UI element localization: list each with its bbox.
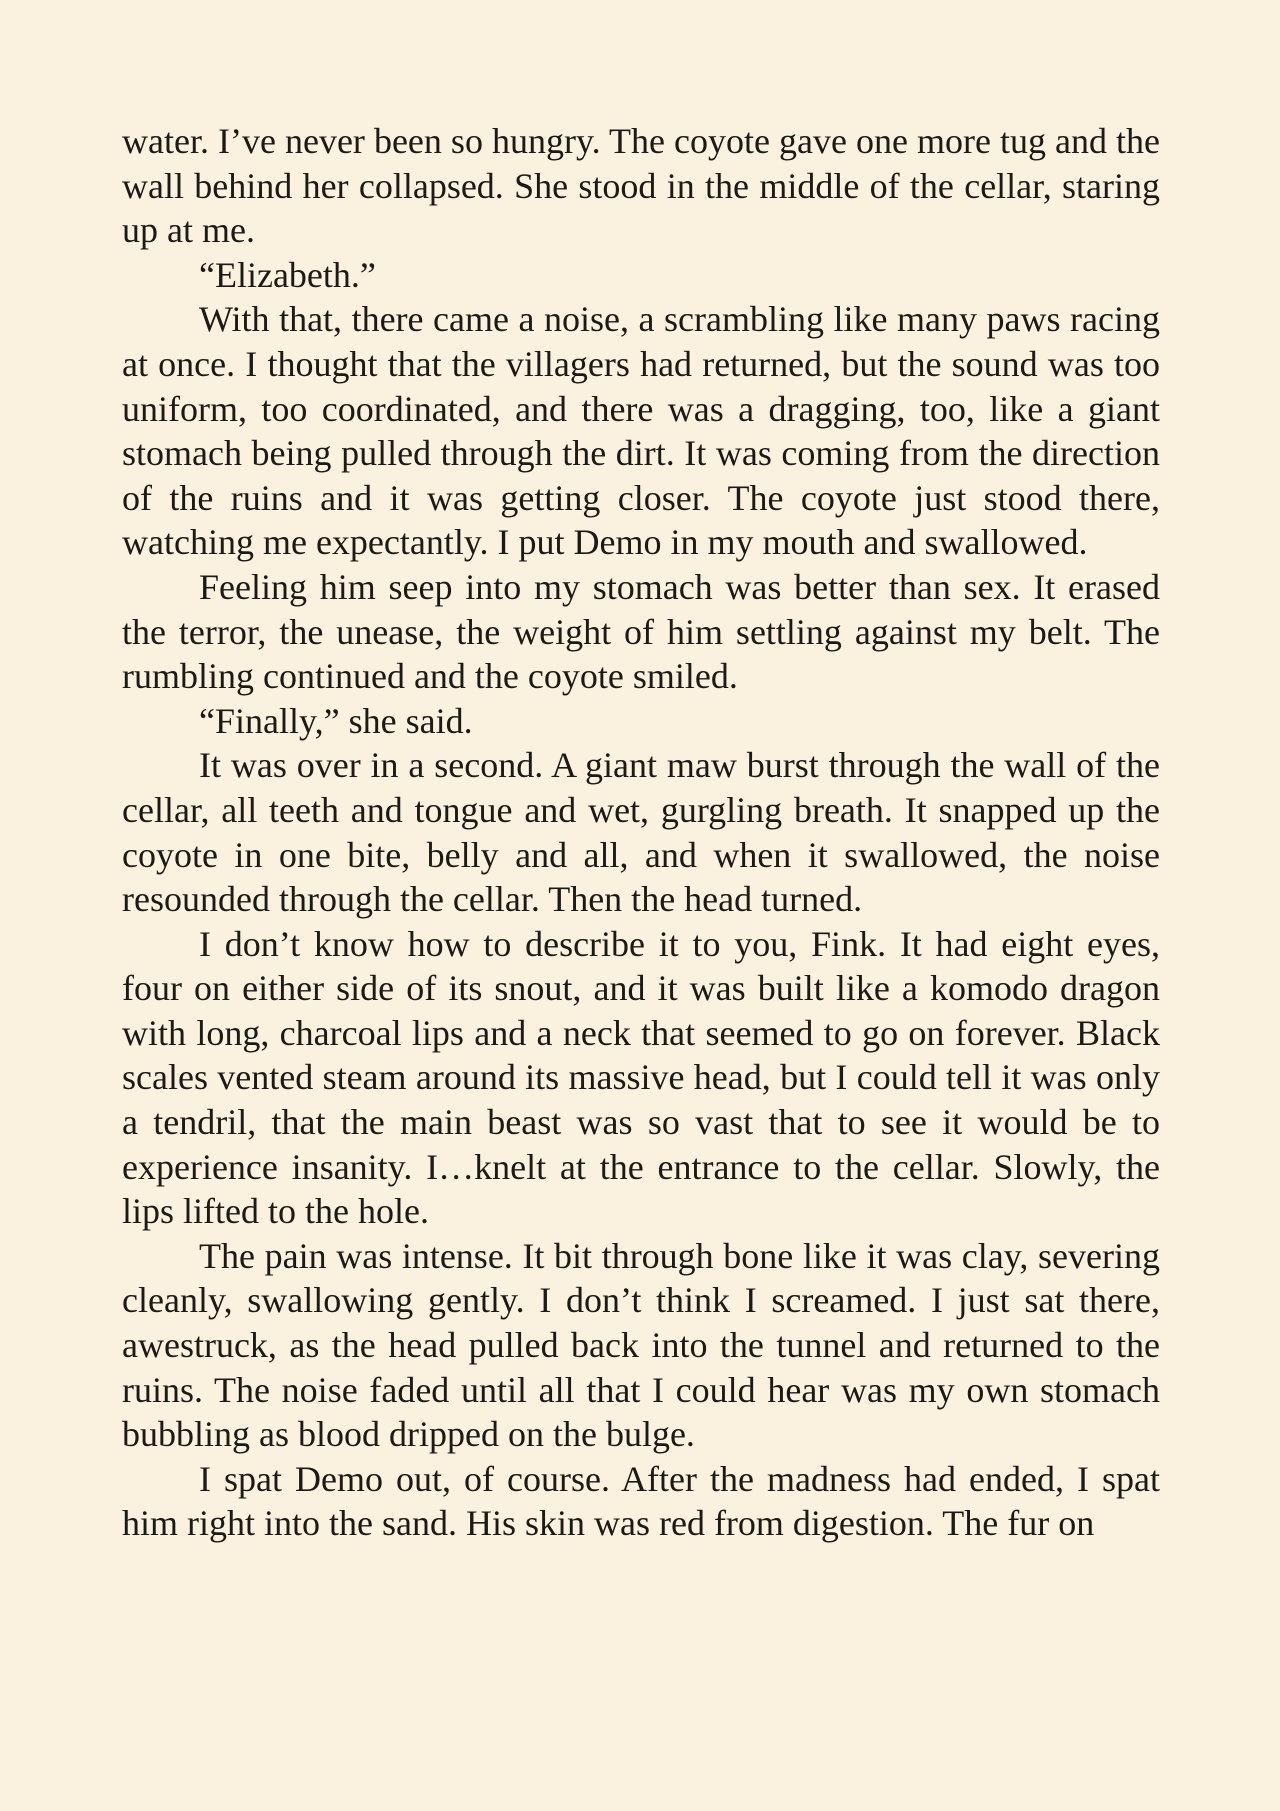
paragraph-maw: It was over in a second. A giant maw burst through the wall of the cellar, all teeth and tongue and wet, gurgling breath. It snapped up the coyote in one bite, belly and all, and when it swallowed, the noise resounded through the cellar. Then the head turned.	[122, 745, 1160, 920]
paragraph-description: I don’t know how to describe it to you, Fink. It had eight eyes, four on either side of its snout, and it was built like a komodo dragon with long, charcoal lips and a neck that seemed to go on forever. Black scales vented steam around its massive head, but I could tell it was only a tendril, that the main beast was so vast that to see it would be to experience insanity. I…knelt at the entrance to the cellar. Slowly, the lips lifted to the hole.	[122, 923, 1160, 1232]
paragraph-elizabeth: “Elizabeth.”	[199, 254, 376, 295]
paragraph-stomach: Feeling him seep into my stomach was better than sex. It erased the terror, the unease, the weight of him settling against my belt. The rumbling continued and the coyote smiled.	[122, 566, 1160, 697]
paragraph-pain: The pain was intense. It bit through bone like it was clay, severing cleanly, swallowing gently. I don’t think I screamed. I just sat there, awestruck, as the head pulled back into the tunnel and returned to the ruins. The noise faded until all that I could hear was my own stomach bubbling as blood dripped on the bulge.	[122, 1235, 1160, 1455]
paragraph-noise: With that, there came a noise, a scrambling like many paws racing at once. I thought that the villagers had returned, but the sound was too uniform, too coordinated, and there was a dragging, too, like a giant stomach being pulled through the dirt. It was coming from the direction of the ruins and it was getting closer. The coyote just stood there, watching me expectantly. I put Demo in my mouth and swallowed.	[122, 299, 1160, 563]
paragraph-spat: I spat Demo out, of course. After the madness had ended, I spat him right into the sand. His skin was red from digestion. The fur on	[122, 1458, 1160, 1544]
paragraph-finally: “Finally,” she said.	[199, 700, 473, 741]
paragraph-continued: water. I’ve never been so hungry. The coyote gave one more tug and the wall behind her collapsed. She stood in the middle of the cellar, staring up at me.	[122, 121, 1160, 251]
page-body	[122, 119, 1160, 1546]
